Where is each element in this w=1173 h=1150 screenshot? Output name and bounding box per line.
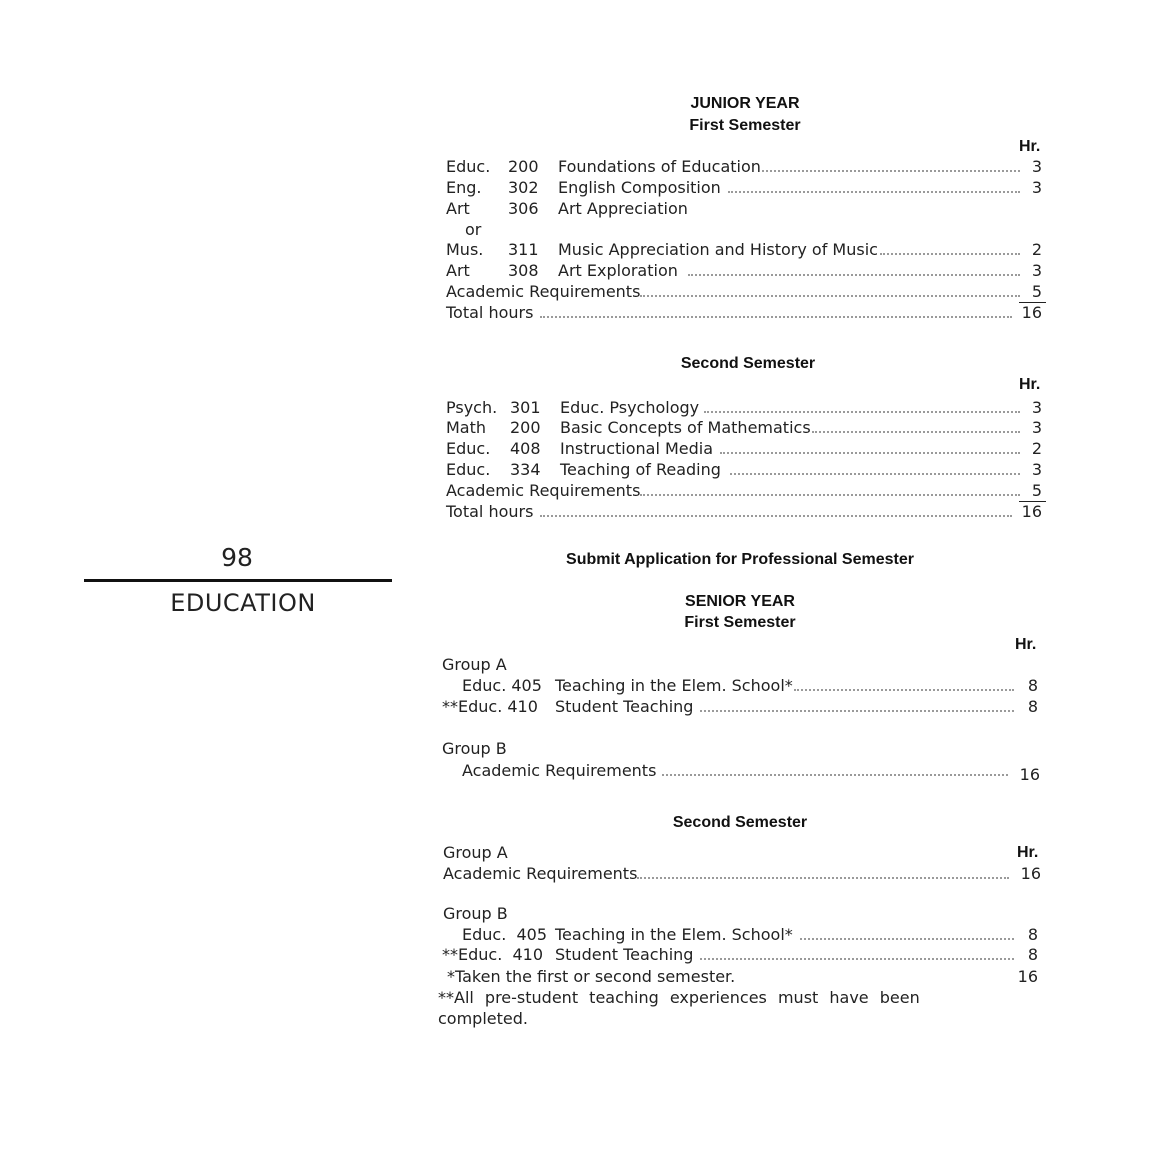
course-hours: 8: [1027, 945, 1038, 964]
dot-leader: [688, 274, 1020, 276]
course-code: **Educ. 410: [442, 945, 543, 964]
course-title: Student Teaching: [555, 697, 694, 716]
course-row: [446, 260, 1046, 281]
total-hours-row: [446, 501, 1046, 522]
total-hours-row: [446, 302, 1046, 323]
course-row: [446, 459, 1046, 480]
course-row: [446, 438, 1046, 459]
course-dept: Educ.: [446, 439, 491, 458]
course-title: Student Teaching: [555, 945, 694, 964]
dot-leader: [540, 515, 1012, 517]
junior-first-hr-header: Hr.: [1019, 138, 1041, 155]
senior-second-semester-heading: Second Semester: [672, 814, 808, 831]
course-dept: or: [465, 220, 482, 239]
dot-leader: [812, 431, 1020, 433]
course-title: Music Appreciation and History of Music: [558, 240, 878, 259]
dot-leader: [704, 411, 1020, 413]
course-title: Teaching of Reading: [560, 460, 721, 479]
course-dept: Mus.: [446, 240, 484, 259]
course-row: [442, 696, 1042, 717]
course-dept: Art: [446, 199, 470, 218]
academic-requirements-hours: 5: [1031, 481, 1042, 500]
course-number: 306: [508, 199, 539, 218]
course-row: [442, 675, 1042, 696]
junior-first-semester-heading: First Semester: [689, 117, 801, 134]
total-hours-value: 16: [1021, 502, 1042, 521]
course-row: [446, 417, 1046, 438]
academic-requirements-hours: 16: [1019, 765, 1040, 784]
academic-requirements-label: Academic Requirements: [446, 282, 641, 301]
course-row: [446, 198, 1046, 219]
academic-requirements-row: [443, 863, 1043, 884]
course-number: 200: [508, 157, 539, 176]
academic-requirements-label: Academic Requirements: [443, 864, 638, 883]
academic-requirements-row: [446, 480, 1046, 501]
course-hours: 3: [1031, 178, 1042, 197]
academic-requirements-row: [442, 760, 1042, 784]
footnote-row: [442, 966, 1042, 987]
course-code: Educ. 405: [462, 925, 547, 944]
footnote-continued: completed.: [438, 1009, 528, 1028]
course-hours: 3: [1031, 157, 1042, 176]
dot-leader: [728, 191, 1020, 193]
group-b-total-hours: 16: [1017, 967, 1038, 986]
dot-leader: [880, 253, 1020, 255]
course-row: [446, 156, 1046, 177]
course-title: Instructional Media: [560, 439, 714, 458]
total-hours-label: Total hours: [446, 303, 534, 322]
dot-leader: [640, 494, 1020, 496]
course-hours: 3: [1031, 398, 1042, 417]
course-title: Teaching in the Elem. School*: [555, 676, 793, 695]
dot-leader: [700, 710, 1014, 712]
footnote-pre-student-teaching: **All pre-student teaching experiences must have been: [438, 988, 920, 1007]
course-number: 308: [508, 261, 539, 280]
senior-first-semester-heading: First Semester: [684, 614, 796, 631]
course-hours: 8: [1027, 676, 1038, 695]
course-number: 302: [508, 178, 539, 197]
course-row: [446, 219, 1046, 240]
senior-second-hr-header: Hr.: [1017, 844, 1039, 861]
academic-requirements-hours: 5: [1031, 282, 1042, 301]
course-hours: 2: [1031, 439, 1042, 458]
course-hours: 8: [1027, 697, 1038, 716]
group-b-label: Group B: [443, 904, 508, 923]
course-hours: 3: [1031, 261, 1042, 280]
course-hours: 2: [1031, 240, 1042, 259]
academic-requirements-hours: 16: [1020, 864, 1041, 883]
course-title: Teaching in the Elem. School*: [555, 925, 793, 944]
dot-leader: [800, 938, 1014, 940]
course-hours: 3: [1031, 418, 1042, 437]
page-number: 98: [221, 543, 253, 572]
submit-application-heading: Submit Application for Professional Semester: [566, 551, 914, 568]
course-row: [442, 924, 1042, 945]
course-title: Basic Concepts of Mathematics: [560, 418, 811, 437]
course-number: 408: [510, 439, 541, 458]
group-a-label: Group A: [443, 843, 508, 862]
dot-leader: [637, 877, 1009, 879]
footnote-first-or-second: *Taken the first or second semester.: [447, 967, 736, 986]
dot-leader: [640, 295, 1020, 297]
course-number: 334: [510, 460, 541, 479]
group-a-label: Group A: [442, 655, 507, 674]
course-dept: Educ.: [446, 157, 491, 176]
course-dept: Eng.: [446, 178, 482, 197]
academic-requirements-label: Academic Requirements: [446, 481, 641, 500]
junior-year-heading: JUNIOR YEAR: [690, 95, 800, 112]
group-b-label: Group B: [442, 739, 507, 758]
dot-leader: [794, 689, 1014, 691]
course-title: Art Appreciation: [558, 199, 688, 218]
dot-leader: [762, 170, 1020, 172]
course-number: 311: [508, 240, 539, 259]
course-number: 200: [510, 418, 541, 437]
senior-first-hr-header: Hr.: [1015, 636, 1037, 653]
academic-requirements-row: [446, 281, 1046, 302]
course-row: [446, 239, 1046, 260]
dot-leader: [662, 774, 1008, 776]
course-row: [442, 944, 1042, 965]
course-title: Foundations of Education: [558, 157, 761, 176]
course-number: 301: [510, 398, 541, 417]
dot-leader: [540, 316, 1012, 318]
dot-leader: [730, 473, 1020, 475]
course-row: [446, 397, 1046, 418]
senior-year-heading: SENIOR YEAR: [685, 593, 795, 610]
total-hours-label: Total hours: [446, 502, 534, 521]
academic-requirements-label: Academic Requirements: [462, 761, 657, 780]
course-dept: Math: [446, 418, 487, 437]
course-dept: Educ.: [446, 460, 491, 479]
course-dept: Psych.: [446, 398, 498, 417]
junior-second-hr-header: Hr.: [1019, 376, 1041, 393]
course-dept: Art: [446, 261, 470, 280]
course-row: [446, 177, 1046, 198]
sidebar-rule: [84, 579, 392, 582]
dot-leader: [700, 958, 1014, 960]
course-code: **Educ. 410: [442, 697, 538, 716]
dot-leader: [720, 452, 1020, 454]
course-code: Educ. 405: [462, 676, 542, 695]
course-hours: 3: [1031, 460, 1042, 479]
course-title: English Composition: [558, 178, 721, 197]
total-hours-value: 16: [1021, 303, 1042, 322]
section-title: EDUCATION: [170, 589, 316, 617]
course-hours: 8: [1027, 925, 1038, 944]
course-title: Art Exploration: [558, 261, 678, 280]
junior-second-semester-heading: Second Semester: [680, 355, 816, 372]
course-title: Educ. Psychology: [560, 398, 700, 417]
